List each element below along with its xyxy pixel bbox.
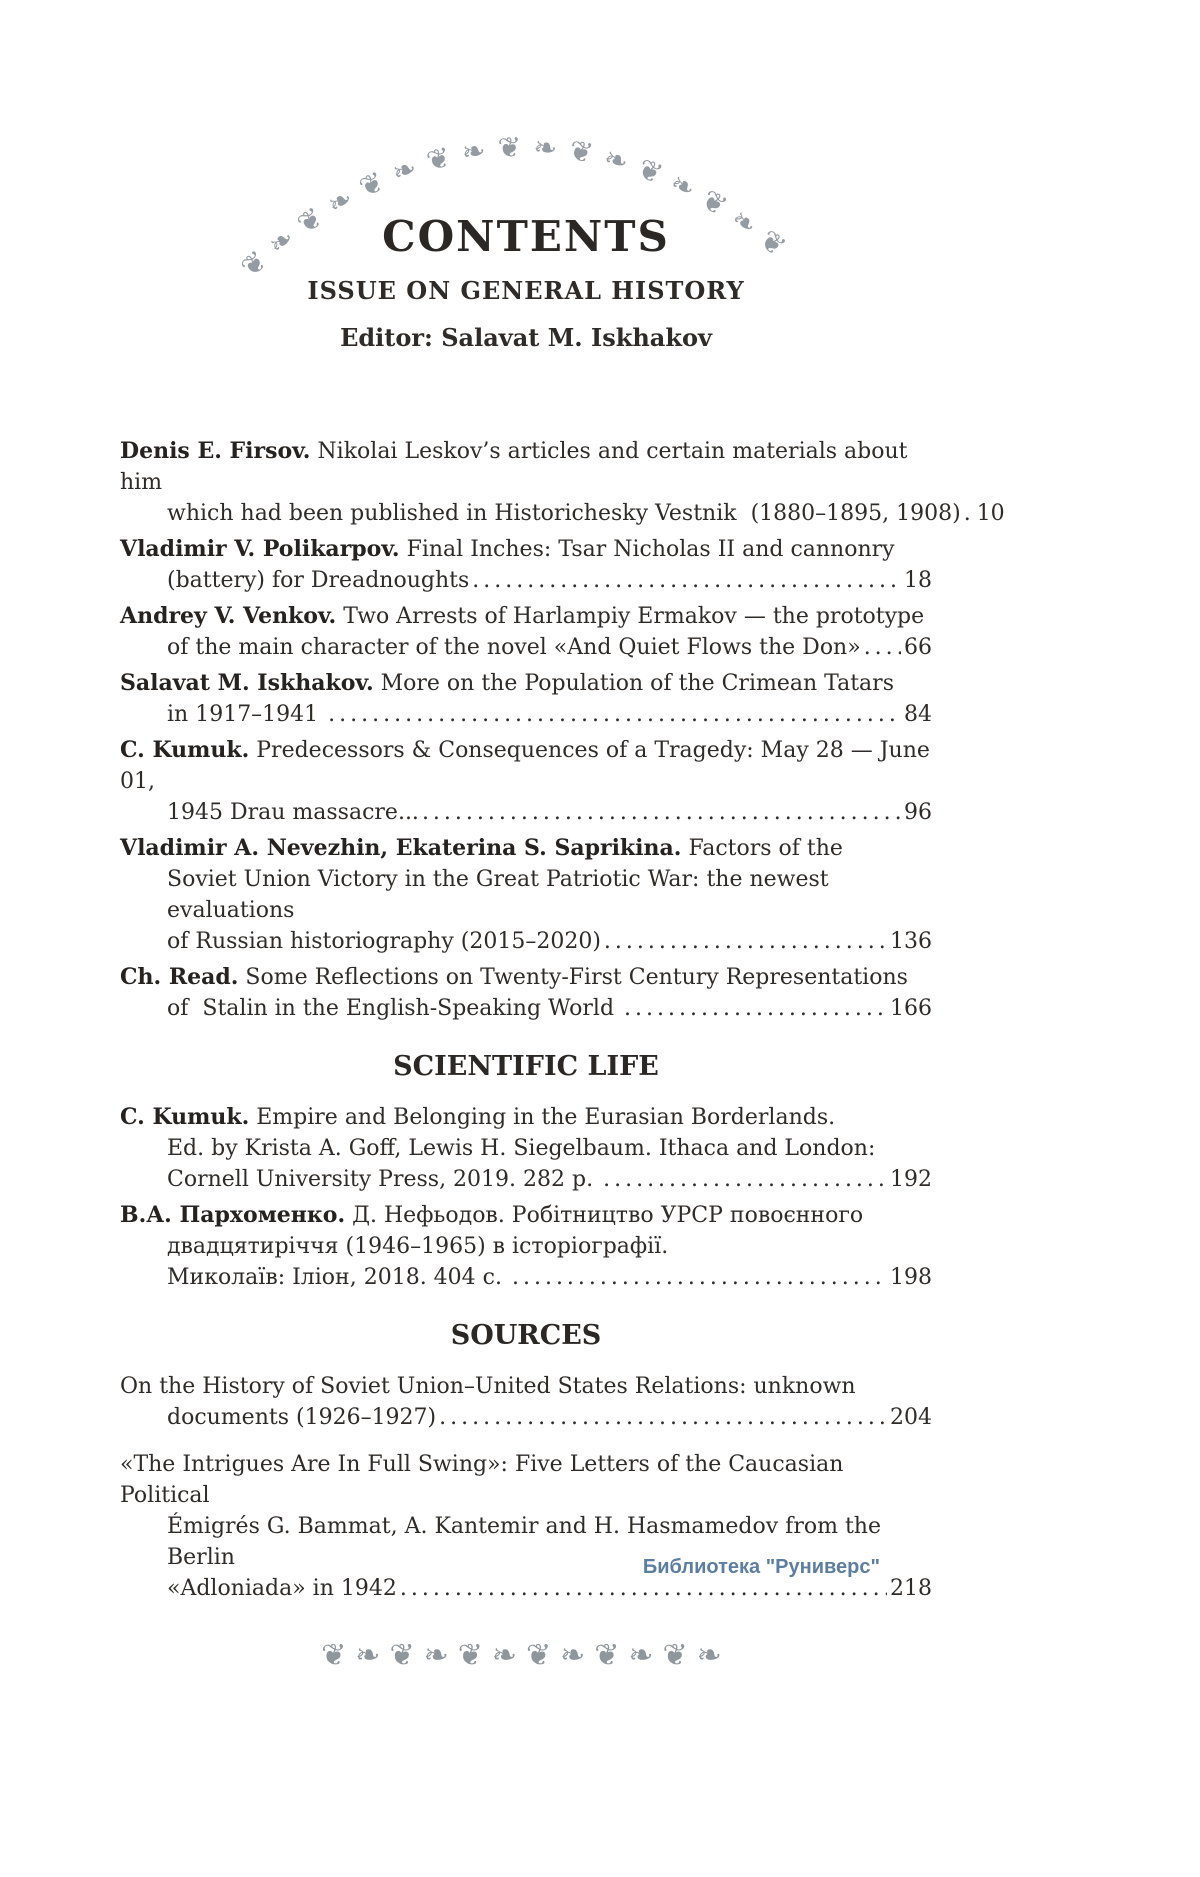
entry-last-line — [120, 498, 1005, 529]
toc-entry — [120, 1449, 932, 1604]
entry-author: C. Kumuk. — [120, 1104, 250, 1131]
entry-author: Vladimir A. Nevezhin, Ekaterina S. Saprikina. — [120, 835, 682, 862]
entry-title-text: Predecessors & Consequences of a Tragedy: May 28 — June 01, — [120, 738, 930, 795]
entry-continuation-line: Soviet Union Victory in the Great Patriotic War: the newest evaluations — [167, 867, 829, 924]
entry-title-text: of Russian historiography (2015–2020) — [167, 929, 601, 955]
entry-last-line — [120, 632, 932, 663]
entry-title-text: Empire and Belonging in the Eurasian Borderlands. — [256, 1105, 836, 1131]
entry-title-text: On the History of Soviet Union–United States Relations: unknown — [120, 1374, 856, 1400]
entry-author: В.А. Пархоменко. — [120, 1202, 346, 1229]
entry-last-line — [120, 1164, 932, 1195]
issue-subtitle: ISSUE ON GENERAL HISTORY — [307, 276, 745, 306]
entry-last-line — [120, 926, 932, 957]
dot-leader — [603, 1164, 887, 1195]
dot-leader — [422, 797, 901, 828]
entry-first-line — [120, 534, 932, 565]
scrollwork-ornament-icon: ❦❧❦❧❦❧❦❧❦❧❦❧❦❧❦❧❦ — [234, 136, 802, 285]
entry-page-number: 66 — [904, 635, 932, 661]
entry-author: Andrey V. Venkov. — [120, 603, 337, 630]
entry-first-line — [120, 436, 932, 498]
entry-title-text: Миколаїв: Іліон, 2018. 404 с. — [167, 1265, 509, 1291]
toc-entry — [120, 735, 932, 828]
toc-entry — [120, 1200, 932, 1293]
entry-page-number: 84 — [904, 702, 932, 728]
entry-title-text: of Stalin in the English-Speaking World — [167, 996, 622, 1022]
entry-first-line — [120, 1102, 932, 1133]
page-title: CONTENTS — [382, 212, 670, 261]
dot-leader — [512, 1262, 887, 1293]
entry-title-text: documents (1926–1927) — [167, 1405, 437, 1431]
entry-author: Ch. Read. — [120, 964, 239, 991]
entry-author: Vladimir V. Polikarpov. — [120, 536, 400, 563]
entry-page-number: 192 — [890, 1167, 932, 1193]
entry-first-line — [120, 1449, 932, 1511]
entry-first-line — [120, 735, 932, 797]
scientific-life-entry-list — [120, 1102, 932, 1293]
entry-page-number: 198 — [890, 1265, 932, 1291]
entry-title-text: «The Intrigues Are In Full Swing»: Five Letters of the Caucasian Political — [120, 1452, 844, 1509]
bottom-ornament-icon: ❦❧❦❧❦❧❦❧❦❧❦❧ — [321, 1638, 731, 1674]
entry-title-text: which had been published in Historichesky Vestnik (1880–1895, 1908) — [167, 501, 961, 527]
entry-page-number: 204 — [890, 1405, 932, 1431]
entry-first-line — [120, 1371, 932, 1402]
entry-title-text: Factors of the — [688, 836, 843, 862]
entry-page-number: 136 — [890, 929, 932, 955]
entry-first-line — [120, 962, 932, 993]
dot-leader — [328, 699, 901, 730]
editor-line: Editor: Salavat M. Iskhakov — [340, 323, 712, 353]
entry-page-number: 166 — [890, 996, 932, 1022]
page-header — [120, 0, 932, 352]
entry-last-line — [120, 1262, 932, 1293]
toc-entry — [120, 1371, 932, 1433]
dot-leader — [439, 1402, 887, 1433]
entry-page-number: 218 — [890, 1576, 932, 1602]
entry-author: Salavat M. Iskhakov. — [120, 670, 374, 697]
dot-leader — [472, 565, 901, 596]
toc-entry — [120, 601, 932, 663]
entry-title-text: Final Inches: Tsar Nicholas II and cannonry — [406, 537, 895, 563]
entry-title-text: Д. Нефьодов. Робітництво УРСР повоєнного — [352, 1203, 864, 1229]
entry-last-line — [120, 797, 932, 828]
dot-leader — [604, 926, 887, 957]
entry-last-line — [120, 993, 932, 1024]
dot-leader — [864, 632, 901, 663]
entry-title-text: Some Reflections on Twenty-First Century Representations — [245, 965, 908, 991]
entry-title-text: Cornell University Press, 2019. 282 p. — [167, 1167, 601, 1193]
section-header-scientific-life: SCIENTIFIC LIFE — [393, 1051, 659, 1083]
entry-title-text: More on the Population of the Crimean Tatars — [380, 671, 894, 697]
main-entry-list — [120, 436, 1005, 1024]
toc-content — [120, 436, 1005, 1678]
library-watermark: Библиотека "Руниверс" — [642, 1556, 880, 1578]
entry-author: Denis E. Firsov. — [120, 438, 311, 465]
entry-page-number: 10 — [976, 501, 1005, 527]
entry-continuation-line: Ed. by Krista A. Goff, Lewis H. Siegelbaum. Ithaca and London: — [167, 1136, 876, 1162]
toc-entry — [120, 436, 1005, 529]
entry-page-number: 18 — [904, 568, 932, 594]
dot-leader — [624, 993, 887, 1024]
entry-first-line — [120, 668, 932, 699]
dot-leader — [964, 498, 974, 529]
entry-title-text: Nikolai Leskov’s articles and certain materials about him — [120, 439, 908, 496]
section-header-sources: SOURCES — [450, 1320, 602, 1352]
toc-entry — [120, 1102, 932, 1195]
entry-continuation-line: двадцятиріччя (1946–1965) в історіографії. — [167, 1234, 669, 1260]
entry-continuation-line: Émigrés G. Bammat, A. Kantemir and H. Hasmamedov from the Berlin — [167, 1514, 881, 1571]
toc-entry — [120, 668, 932, 730]
entry-title-text: (battery) for Dreadnoughts — [167, 568, 470, 594]
entry-title-text: 1945 Drau massacre... — [167, 800, 419, 826]
entry-first-line — [120, 1200, 932, 1231]
ornament-glyph-row — [234, 136, 801, 284]
toc-entry — [120, 534, 932, 596]
entry-last-line — [120, 565, 932, 596]
entry-title-text: Two Arrests of Harlampiy Ermakov — the prototype — [343, 604, 925, 630]
entry-first-line — [120, 601, 932, 632]
entry-first-line — [120, 833, 932, 864]
entry-last-line — [120, 699, 932, 730]
entry-title-text: «Adloniada» in 1942 — [167, 1576, 397, 1602]
entry-author: C. Kumuk. — [120, 737, 250, 764]
entry-title-text: in 1917–1941 — [167, 702, 326, 728]
toc-entry — [120, 833, 932, 957]
toc-entry — [120, 962, 932, 1024]
entry-last-line — [120, 1402, 932, 1433]
entry-title-text: of the main character of the novel «And Quiet Flows the Don» — [167, 635, 861, 661]
entry-page-number: 96 — [904, 800, 932, 826]
